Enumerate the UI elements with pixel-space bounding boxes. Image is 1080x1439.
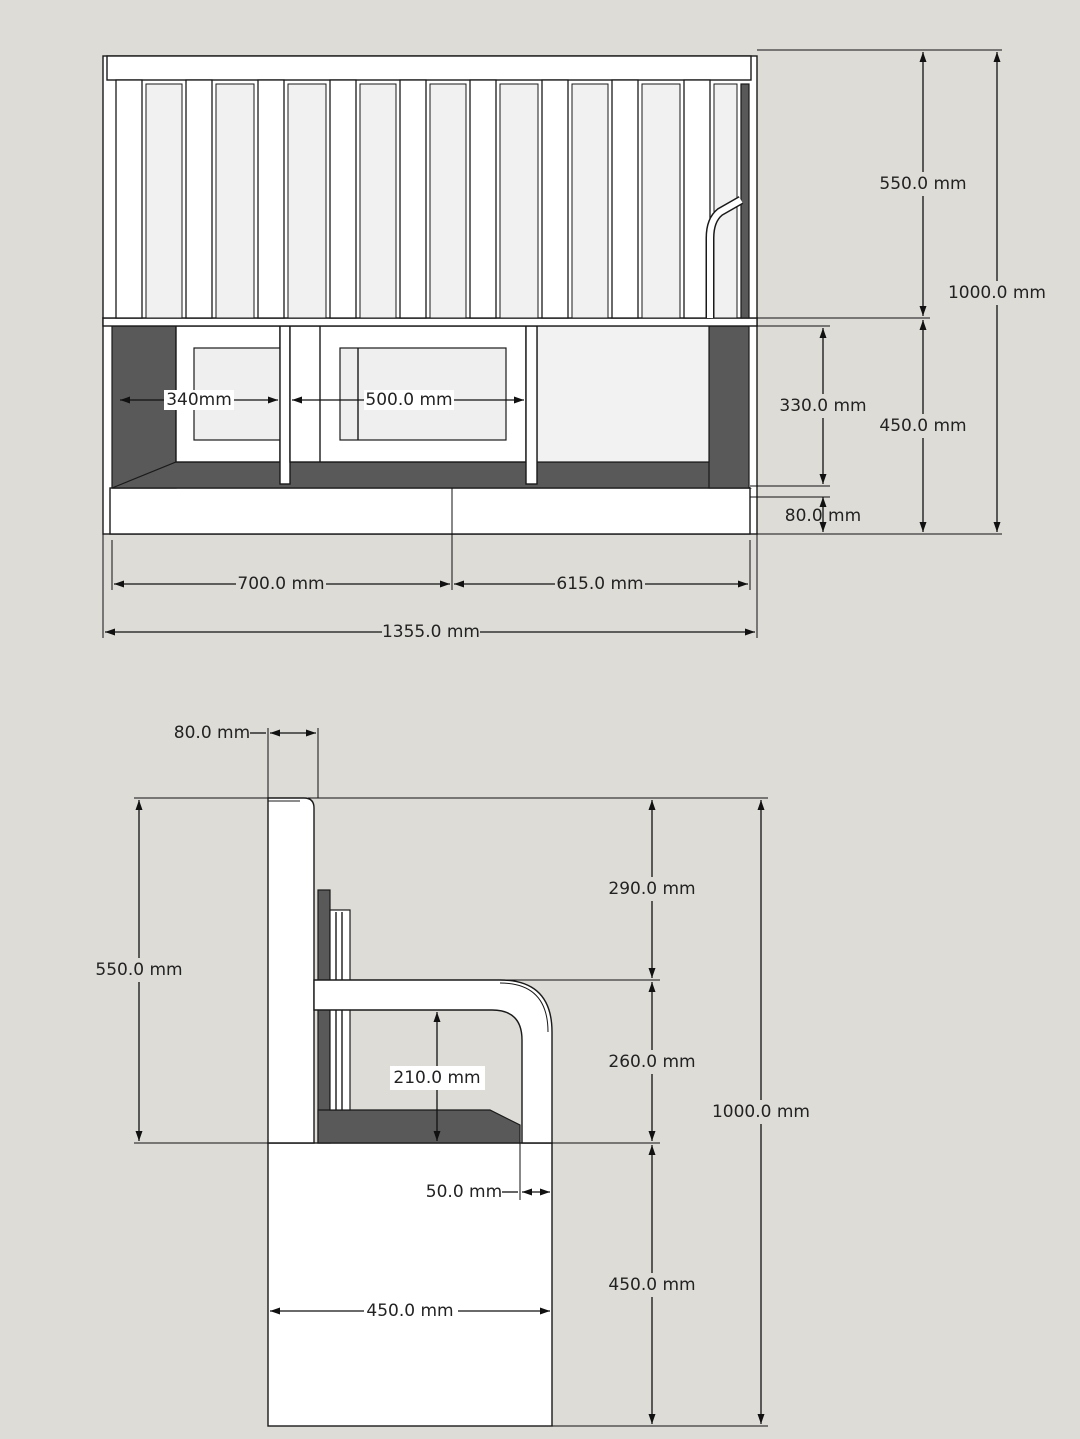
front-left-cubby-width-label: 340mm: [166, 390, 232, 410]
side-inner-back: [318, 890, 330, 1143]
side-post-width-label: 50.0 mm: [425, 1182, 503, 1202]
front-plinth-height-label: 80.0 mm: [784, 506, 862, 526]
front-slat-gap: [430, 84, 466, 318]
front-top-rail: [107, 56, 751, 80]
front-overall-height-label: 1000.0 mm: [947, 283, 1047, 303]
front-middle-cubby-width-label: 500.0 mm: [365, 390, 453, 410]
side-upper-gap-label: 290.0 mm: [608, 879, 696, 899]
front-slat: [330, 80, 356, 318]
side-base-height-label: 450.0 mm: [608, 1275, 696, 1295]
side-lower-gap-label: 260.0 mm: [608, 1052, 696, 1072]
side-headboard-thickness-label: 80.0 mm: [173, 723, 251, 743]
front-view: [103, 50, 1046, 643]
front-slat-gap: [288, 84, 326, 318]
side-view: [92, 723, 813, 1426]
front-slat: [186, 80, 212, 318]
front-slat: [612, 80, 638, 318]
front-slat: [400, 80, 426, 318]
front-overall-width-label: 1355.0 mm: [381, 622, 481, 642]
side-overall-height-label: 1000.0 mm: [711, 1102, 811, 1122]
front-slat-gap: [360, 84, 396, 318]
side-inner-floor: [318, 1110, 520, 1143]
front-slat: [116, 80, 142, 318]
front-base-height-label: 450.0 mm: [879, 416, 967, 436]
front-slats: [116, 80, 737, 318]
front-cubby-floor: [112, 462, 750, 488]
front-slat: [470, 80, 496, 318]
front-cubby-height-label: 330.0 mm: [779, 396, 867, 416]
front-right-cubby-open: [537, 326, 709, 462]
side-rail-to-floor-label: 210.0 mm: [393, 1068, 481, 1088]
front-guard-height-label: 550.0 mm: [879, 174, 967, 194]
side-guard-height-label: 550.0 mm: [95, 960, 183, 980]
front-divider-1: [280, 326, 290, 484]
side-base-block: [268, 1143, 552, 1426]
side-depth-label: 450.0 mm: [366, 1301, 454, 1321]
front-ladder-post: [741, 84, 749, 318]
front-slat-gap: [642, 84, 680, 318]
front-divider-2: [526, 326, 537, 484]
front-right-cubby-back: [709, 326, 749, 488]
front-right-section-label: 615.0 mm: [556, 574, 644, 594]
front-slat: [542, 80, 568, 318]
front-slat-gap: [146, 84, 182, 318]
front-slat-gap: [500, 84, 538, 318]
side-headboard: [268, 798, 314, 1143]
front-slat-gap: [216, 84, 254, 318]
front-slat-gap: [572, 84, 608, 318]
front-cabinet-top: [103, 318, 757, 326]
front-plinth: [110, 488, 750, 534]
front-left-section-label: 700.0 mm: [237, 574, 325, 594]
front-slat: [258, 80, 284, 318]
